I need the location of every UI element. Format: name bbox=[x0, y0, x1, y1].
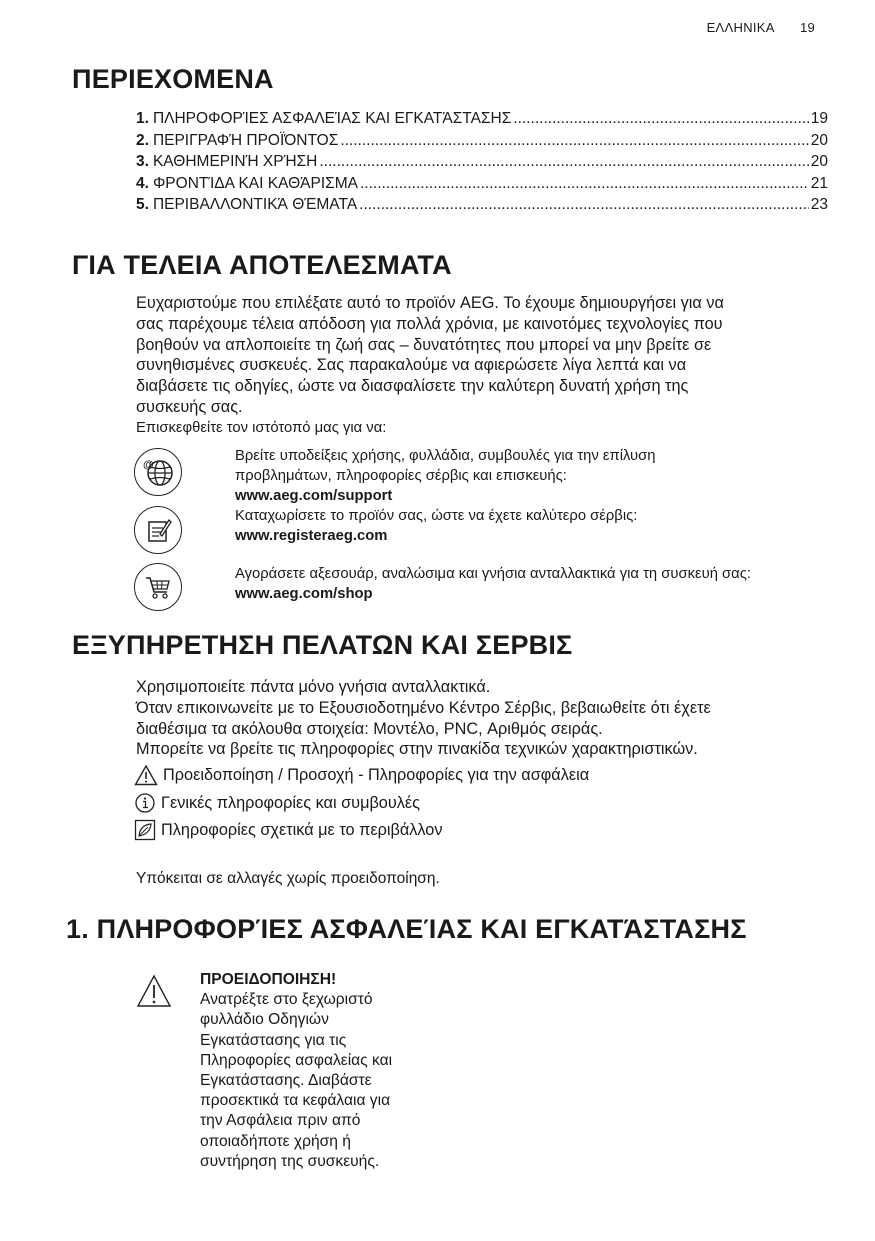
intro-paragraph: Ευχαριστούμε που επιλέξατε αυτό το προϊόν AEG. Το έχουμε δημιουργήσει για να σας παρέχουμε τέλεια απόδοση για πολλά χρόνια, με καινοτόμες τεχνολογίες που βοηθούν να απλοποιείτε τη ζωή σας – δυνατότητες που μπορεί να μην βρείτε σε συνηθισμένες συσκευές. Σας παρακαλούμε να αφιερώσετε λίγα λεπτά και να διαβάσετε τις οδηγίες, ώστε να διασφαλίσετε την καλύτερη δυνατή χρήση της συσκευής σας. bbox=[136, 294, 724, 416]
table-of-contents bbox=[136, 110, 828, 218]
visit-text: Επισκεφθείτε τον ιστότοπό μας για να: bbox=[136, 420, 387, 436]
globe-icon bbox=[134, 448, 182, 496]
shopping-cart-icon bbox=[134, 563, 182, 611]
register-link[interactable]: www.registeraeg.com bbox=[235, 528, 388, 544]
customer-care-title: ΕΞΥΠΗΡΕΤΗΣΗ ΠΕΛΑΤΩΝ ΚΑΙ ΣΕΡΒΙΣ bbox=[72, 630, 573, 660]
support-row: @ Βρείτε υποδείξεις χρήσης, φυλλάδια, συμβουλές για την επίλυση προβλημάτων, πληροφορίες σέρβις και επισκευής: www.aeg.com/support bbox=[134, 446, 834, 506]
toc-entry[interactable]: 4. ΦΡΟΝΤΊΔΑ ΚΑΙ ΚΑΘΆΡΙΣΜΑ ..... 21 bbox=[136, 175, 828, 197]
warning-title: ΠΡΟΕΙΔΟΠΟΙΗΣΗ! bbox=[200, 971, 337, 988]
toc-entry[interactable]: 2. ΠΕΡΙΓΡΑΦΉ ΠΡΟΪΌΝΤΟΣ ..... 20 bbox=[136, 132, 828, 154]
toc-entry[interactable]: 5. ΠΕΡΙΒΑΛΛΟΝΤΙΚΆ ΘΈΜΑΤΑ ..... 23 bbox=[136, 196, 828, 218]
toc-page: 20 bbox=[810, 153, 828, 170]
toc-page: 19 bbox=[810, 110, 828, 127]
warning-triangle-icon bbox=[134, 764, 158, 786]
support-link[interactable]: www.aeg.com/support bbox=[235, 488, 393, 504]
toc-label: ΦΡΟΝΤΊΔΑ ΚΑΙ ΚΑΘΆΡΙΣΜΑ bbox=[152, 174, 358, 192]
header-language: ΕΛΛΗΝΙΚΑ bbox=[706, 20, 775, 35]
toc-entry[interactable]: 3. ΚΑΘΗΜΕΡΙΝΉ ΧΡΉΣΗ ..... 20 bbox=[136, 153, 828, 175]
legend-info: Γενικές πληροφορίες και συμβουλές bbox=[134, 792, 420, 814]
toc-label: ΠΛΗΡΟΦΟΡΊΕΣ ΑΣΦΑΛΕΊΑΣ ΚΑΙ ΕΓΚΑΤΆΣΤΑΣΗΣ bbox=[152, 110, 512, 127]
legend-warning: Προειδοποίηση / Προσοχή - Πληροφορίες για την ασφάλεια bbox=[134, 764, 589, 786]
warning-triangle-icon bbox=[136, 974, 172, 1008]
toc-label: ΚΑΘΗΜΕΡΙΝΉ ΧΡΉΣΗ bbox=[152, 153, 318, 170]
subject-to-change-notice: Υπόκειται σε αλλαγές χωρίς προειδοποίηση. bbox=[136, 870, 440, 887]
page-header bbox=[685, 20, 815, 35]
svg-text:@: @ bbox=[143, 459, 154, 471]
safety-section-title: 1. ΠΛΗΡΟΦΟΡΊΕΣ ΑΣΦΑΛΕΊΑΣ ΚΑΙ ΕΓΚΑΤΆΣΤΑΣΗΣ bbox=[66, 914, 747, 944]
toc-label: ΠΕΡΙΒΑΛΛΟΝΤΙΚΆ ΘΈΜΑΤΑ bbox=[152, 196, 358, 213]
legend-environment: Πληροφορίες σχετικά με το περιβάλλον bbox=[134, 819, 443, 841]
page-number: 19 bbox=[799, 20, 815, 35]
register-form-icon bbox=[134, 506, 182, 554]
contents-title: ΠΕΡΙΕΧΟΜΕΝΑ bbox=[72, 64, 274, 94]
toc-entry[interactable]: 1. ΠΛΗΡΟΦΟΡΊΕΣ ΑΣΦΑΛΕΊΑΣ ΚΑΙ ΕΓΚΑΤΆΣΤΑΣΗΣ ..... 19 bbox=[136, 110, 828, 132]
shop-link[interactable]: www.aeg.com/shop bbox=[235, 586, 373, 602]
register-row: Καταχωρίσετε το προϊόν σας, ώστε να έχετε καλύτερο σέρβις: www.registeraeg.com bbox=[134, 506, 834, 554]
info-icon bbox=[134, 792, 156, 814]
safety-warning: ΠΡΟΕΙΔΟΠΟΙΗΣΗ! Ανατρέξτε στο ξεχωριστό φυλλάδιο Οδηγιών Εγκατάστασης για τις Πληροφορίες ασφαλείας και Εγκατάστασης. Διαβάστε προσεκτικά τα κεφάλαια για την Ασφάλεια πριν από οποιαδήποτε χρήση ή συντήρηση της συσκευής. bbox=[136, 970, 430, 1172]
toc-label: ΠΕΡΙΓΡΑΦΉ ΠΡΟΪΌΝΤΟΣ bbox=[152, 131, 339, 149]
toc-page: 23 bbox=[810, 196, 828, 213]
shop-row: Αγοράσετε αξεσουάρ, αναλώσιμα και γνήσια ανταλλακτικά για τη συσκευή σας: www.aeg.com/shop bbox=[134, 563, 834, 611]
toc-page: 21 bbox=[810, 174, 828, 192]
toc-page: 20 bbox=[810, 131, 828, 149]
leaf-icon bbox=[134, 819, 156, 841]
perfect-results-title: ΓΙΑ ΤΕΛΕΙΑ ΑΠΟΤΕΛΕΣΜΑΤΑ bbox=[72, 250, 452, 280]
service-paragraph: Χρησιμοποιείτε πάντα μόνο γνήσια ανταλλακτικά. Όταν επικοινωνείτε με το Εξουσιοδοτημένο Κέντρο Σέρβις, βεβαιωθείτε ότι έχετε διαθέσιμα τα ακόλουθα στοιχεία: Μοντέλο, PNC, Αριθμός σειράς. Μπορείτε να βρείτε τις πληροφορίες στην πινακίδα τεχνικών χαρακτηριστικών. bbox=[136, 678, 711, 759]
